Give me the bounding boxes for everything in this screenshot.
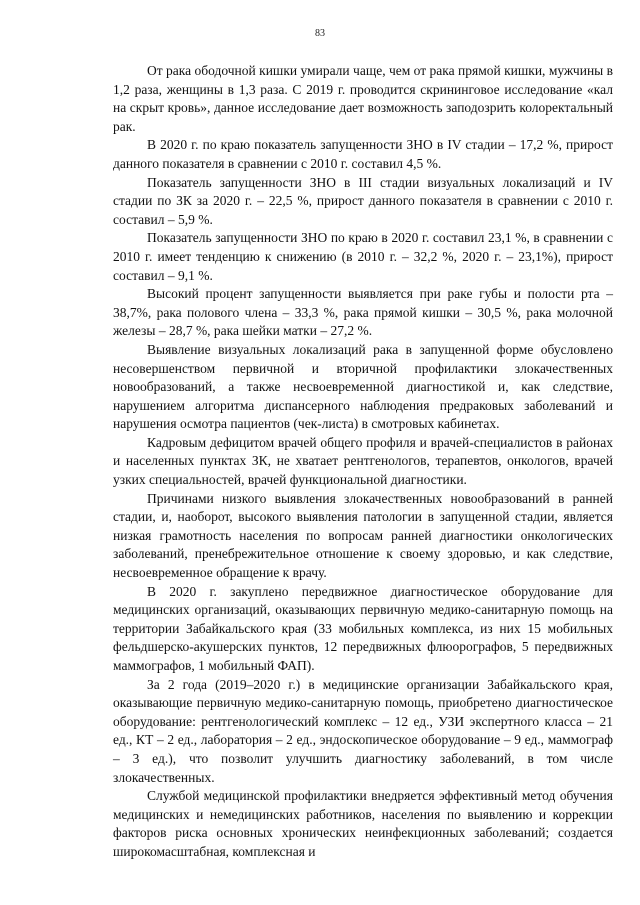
paragraph: Высокий процент запущенности выявляется при раке губы и полости рта – 38,7%, рака полового члена – 33,3 %, рака прямой кишки – 30,5 %, рака молочной железы – 28,7 %, рака шейки матки – 27,2 %.	[113, 286, 613, 339]
paragraph: Показатель запущенности ЗНО по краю в 2020 г. составил 23,1 %, в сравнении с 2010 г. имеет тенденцию к снижению (в 2010 г. – 32,2 %, 2020 г. – 23,1%), прирост составил – 9,1 %.	[113, 230, 613, 283]
page-number: 83	[315, 28, 325, 39]
paragraph: В 2020 г. закуплено передвижное диагностическое оборудование для медицинских организаций, оказывающих первичную медико-санитарную помощь на территории Забайкальского края (33 мобильных комплекса, из них 15 мобильных фельдшерско-акушерских пунктов, 12 передвижных флюорографов, 5 передвижных маммографов, 1 мобильный ФАП).	[113, 583, 613, 673]
paragraph: От рака ободочной кишки умирали чаще, чем от рака прямой кишки, мужчины в 1,2 раза, женщины в 1,3 раза. С 2019 г. проводится скрининговое исследование «кал на скрыт кровь», данное исследование дает возможность заподозрить колоректальный рак.	[113, 63, 613, 134]
paragraph: За 2 года (2019–2020 г.) в медицинские организации Забайкальского края, оказывающие первичную медико-санитарную помощь, приобретено диагностическое оборудование: рентгенологический комплекс – 12 ед., УЗИ экспертного класса – 21 ед., КТ – 2 ед., лаборатория – 2 ед., эндоскопическое оборудование – 9 ед., маммограф – 3 ед.), что позволит улучшить диагностику заболеваний, в том числе злокачественных.	[113, 676, 613, 785]
body-text	[113, 62, 613, 862]
paragraph: Показатель запущенности ЗНО в III стадии визуальных локализаций и IV стадии по ЗК за 2020 г. – 22,5 %, прирост данного показателя в сравнении с 2010 г. составил – 5,9 %.	[113, 174, 613, 227]
paragraph: Причинами низкого выявления злокачественных новообразований в ранней стадии, и, наоборот, высокого выявления патологии в запущенной стадии, является низкая грамотность населения по вопросам ранней диагностики онкологических заболеваний, пренебрежительное отношение к своему здоровью, и как следствие, несвоевременное обращение к врачу.	[113, 490, 613, 581]
paragraph: Службой медицинской профилактики внедряется эффективный метод обучения медицинских и немедицинских работников, населения по выявлению и коррекции факторов риска основных хронических неинфекционных заболеваний; создается широкомасштабная, комплексная и	[113, 788, 613, 859]
paragraph: Кадровым дефицитом врачей общего профиля и врачей-специалистов в районах и населенных пунктах ЗК, не хватает рентгенологов, терапевтов, онкологов, врачей узких специальностей, врачей функциональной диагностики.	[113, 434, 613, 488]
paragraph: Выявление визуальных локализаций рака в запущенной форме обусловлено несовершенством первичной и вторичной профилактики злокачественных новообразований, а также несвоевременной диагностикой и, как следствие, нарушением алгоритма диспансерного наблюдения предраковых заболеваний и нарушения осмотра пациентов (чек-листа) в смотровых кабинетах.	[113, 341, 613, 432]
paragraph: В 2020 г. по краю показатель запущенности ЗНО в IV стадии – 17,2 %, прирост данного показателя в сравнении с 2010 г. составил 4,5 %.	[113, 137, 613, 171]
